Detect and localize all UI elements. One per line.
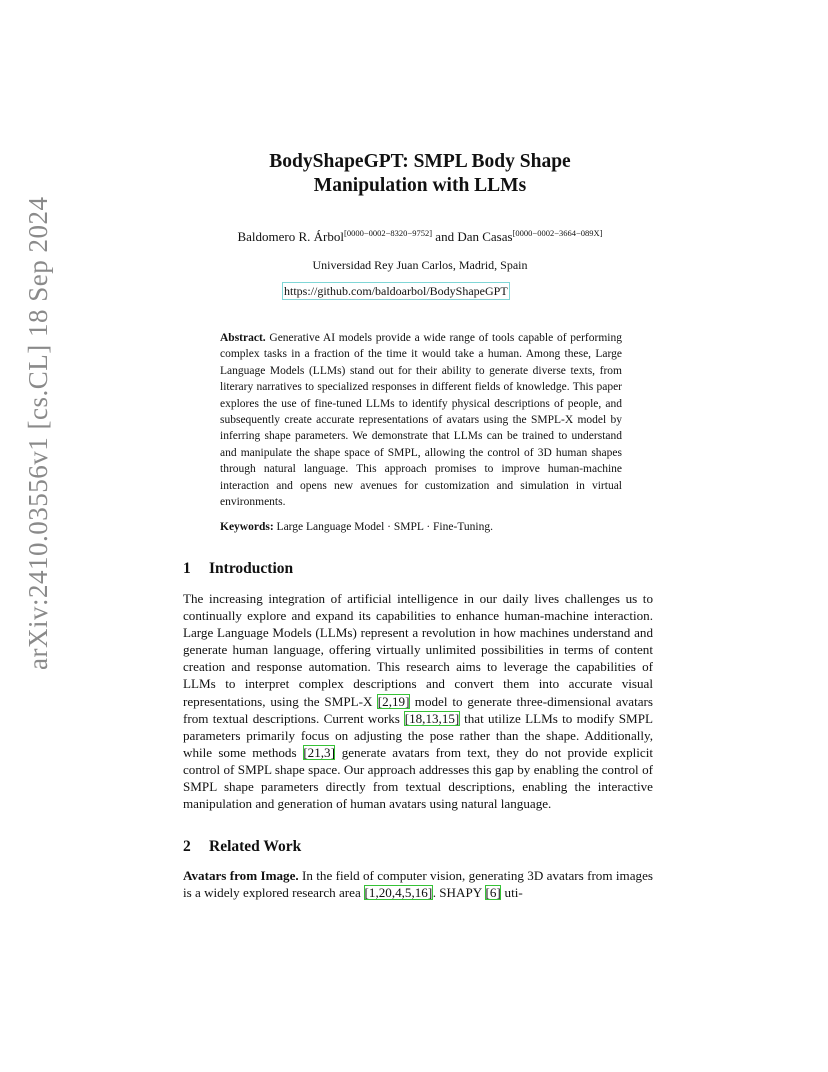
paragraph-text: The increasing integration of artificial intelligence in our daily lives challenges us to continually explore and expand its capabilities to enhance human-machine interaction. Large Language Models (LLMs) represent a revolution in how machines understand and generate human language, offering virtually unlimited possibilities in terms of content creation and response automation. This research aims to leverage the capabilities of LLMs to interpret complex descriptions and convert them into accurate visual representations, using the SMPL-X [183, 591, 653, 709]
author-orcid[interactable]: [0000−0002−3664−089X] [512, 228, 603, 238]
paragraph-text: model to generate three-dimensional avatars from textual descriptions. Current works [183, 693, 653, 726]
section-heading-introduction [183, 560, 293, 578]
citation-link[interactable]: [2,19] [377, 693, 410, 709]
abstract-label: Abstract. [220, 332, 266, 344]
author-list [160, 228, 680, 245]
keywords-label: Keywords: [220, 521, 274, 533]
author-name: Baldomero R. Árbol [237, 229, 344, 244]
keywords [220, 521, 622, 533]
citation-link[interactable]: [21,3] [303, 744, 335, 760]
affiliation: Universidad Rey Juan Carlos, Madrid, Spain [312, 258, 528, 272]
run-in-heading: Avatars from Image. [183, 868, 299, 883]
related-work-paragraph [183, 867, 653, 901]
section-number: 1 [183, 560, 191, 577]
author-name: Dan Casas [457, 229, 513, 244]
introduction-paragraph [183, 590, 653, 812]
author-conjunction: and [432, 229, 458, 244]
title-line-2: Manipulation with LLMs [313, 175, 527, 196]
citation-link[interactable]: [1,20,4,5,16] [364, 885, 433, 901]
paragraph-text: uti- [501, 885, 523, 901]
section-heading-related-work [183, 838, 301, 856]
paragraph-text: generate avatars from text, they do not provide explicit control of SMPL shape space. Our approach addresses this gap by enabling the control of SMPL shape parameters directly from textual descriptions, enabling the interactive manipulation and generation of human avatars using natural language. [183, 744, 653, 812]
repository-link[interactable]: https://github.com/baldoarbol/BodyShapeGPT [284, 284, 508, 298]
section-title: Related Work [209, 838, 302, 855]
section-title: Introduction [209, 560, 294, 577]
abstract-text: Generative AI models provide a wide range of tools capable of performing complex tasks in a fraction of the time it would take a human. Among these, Large Language Models (LLMs) stand out for their ability to generate diverse texts, from literary narratives to specialized responses in different fields of knowledge. This paper explores the use of fine-tuned LLMs to identify physical descriptions of people, and subsequently create accurate representations of avatars using the SMPL-X model by inferring shape parameters. We demonstrate that LLMs can be trained to understand and manipulate the shape space of SMPL, allowing the control of 3D human shapes through natural language. This approach promises to improve human-machine interaction and opens new avenues for customization and simulation in virtual environments. [220, 332, 622, 509]
citation-link[interactable]: [18,13,15] [404, 710, 460, 726]
arxiv-stamp: arXiv:2410.03556v1 [cs.CL] 18 Sep 2024 [23, 196, 53, 670]
paper-title [200, 150, 640, 198]
keywords-text: Large Language Model · SMPL · Fine-Tuning. [273, 521, 494, 533]
paragraph-text: In the field of computer vision, generating 3D avatars from images is a widely explored research area [183, 868, 653, 901]
abstract [220, 330, 622, 510]
paragraph-text: . SHAPY [432, 885, 485, 901]
paragraph-text: that utilize LLMs to modify SMPL parameters primarily focus on adjusting the pose rather than the shape. Additionally, while some methods [183, 710, 653, 760]
citation-link[interactable]: [6] [485, 885, 501, 901]
section-number: 2 [183, 838, 191, 855]
author-orcid[interactable]: [0000−0002−8320−9752] [344, 228, 433, 238]
title-line-1: BodyShapeGPT: SMPL Body Shape [269, 151, 571, 172]
